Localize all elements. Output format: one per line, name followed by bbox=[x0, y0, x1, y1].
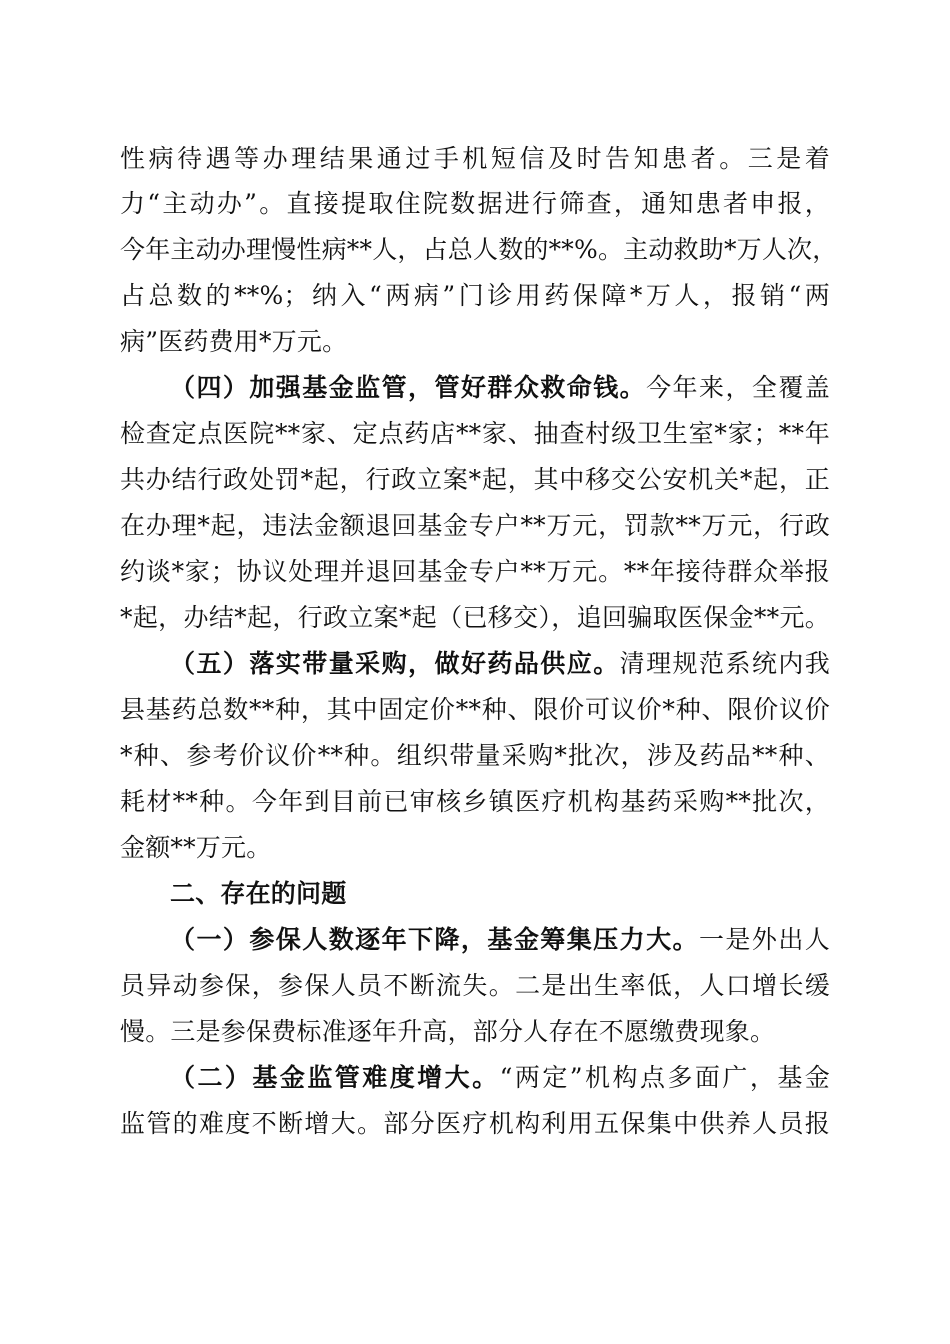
section-heading-problems: 二、存在的问题 bbox=[170, 879, 347, 908]
paragraph-heading-p2-title: （二）基金监管难度增大。 bbox=[170, 1063, 500, 1092]
paragraph-heading-5 bbox=[170, 642, 830, 686]
text-line-4: 占总数的**%；纳入“两病”门诊用药保障*万人，报销“两 bbox=[120, 281, 830, 310]
text-line-22: 监管的难度不断增大。部分医疗机构利用五保集中供养人员报 bbox=[120, 1109, 830, 1138]
paragraph-heading-p1 bbox=[170, 918, 830, 962]
text-line-3: 今年主动办理慢性病**人，占总人数的**%。主动救助*万人次， bbox=[120, 235, 838, 264]
text-line-7: 检查定点医院**家、定点药店**家、抽查村级卫生室*家；**年 bbox=[120, 419, 830, 448]
text-line-9: 在办理*起，违法金额退回基金专户**万元，罚款**万元，行政 bbox=[120, 511, 830, 540]
text-line-8: 共办结行政处罚*起，行政立案*起，其中移交公安机关*起，正 bbox=[120, 465, 830, 494]
paragraph-heading-5-title: （五）落实带量采购，做好药品供应。 bbox=[170, 649, 620, 678]
text-line-10: 约谈*家；协议处理并退回基金专户**万元。**年接待群众举报 bbox=[120, 557, 830, 586]
paragraph-heading-4-text: 今年来，全覆盖 bbox=[646, 373, 830, 402]
text-line-15: 耗材**种。今年到目前已审核乡镇医疗机构基药采购**批次， bbox=[120, 787, 830, 816]
paragraph-heading-p2 bbox=[170, 1056, 830, 1100]
text-line-1: 性病待遇等办理结果通过手机短信及时告知患者。三是着 bbox=[120, 144, 830, 173]
text-line-2: 力“主动办”。直接提取住院数据进行筛查，通知患者申报， bbox=[120, 189, 830, 218]
paragraph-heading-p1-title: （一）参保人数逐年下降，基金筹集压力大。 bbox=[170, 925, 699, 954]
text-line-16: 金额**万元。 bbox=[120, 833, 272, 862]
text-line-20: 慢。三是参保费标准逐年升高，部分人存在不愿缴费现象。 bbox=[120, 1017, 776, 1046]
text-line-13: 县基药总数**种，其中固定价**种、限价可议价*种、限价议价 bbox=[120, 695, 830, 724]
text-line-11: *起，办结*起，行政立案*起（已移交），追回骗取医保金**元。 bbox=[120, 603, 830, 632]
paragraph-heading-p2-text: “两定”机构点多面广，基金 bbox=[499, 1063, 830, 1092]
paragraph-heading-5-text: 清理规范系统内我 bbox=[619, 649, 830, 678]
paragraph-heading-4-title: （四）加强基金监管，管好群众救命钱。 bbox=[170, 373, 647, 402]
text-line-19: 员异动参保，参保人员不断流失。二是出生率低，人口增长缓 bbox=[120, 971, 830, 1000]
text-line-14: *种、参考价议价**种。组织带量采购*批次，涉及药品**种、 bbox=[120, 741, 830, 770]
paragraph-heading-p1-text: 一是外出人 bbox=[698, 925, 830, 954]
paragraph-heading-4 bbox=[170, 366, 830, 410]
text-line-5: 病”医药费用*万元。 bbox=[120, 327, 348, 356]
